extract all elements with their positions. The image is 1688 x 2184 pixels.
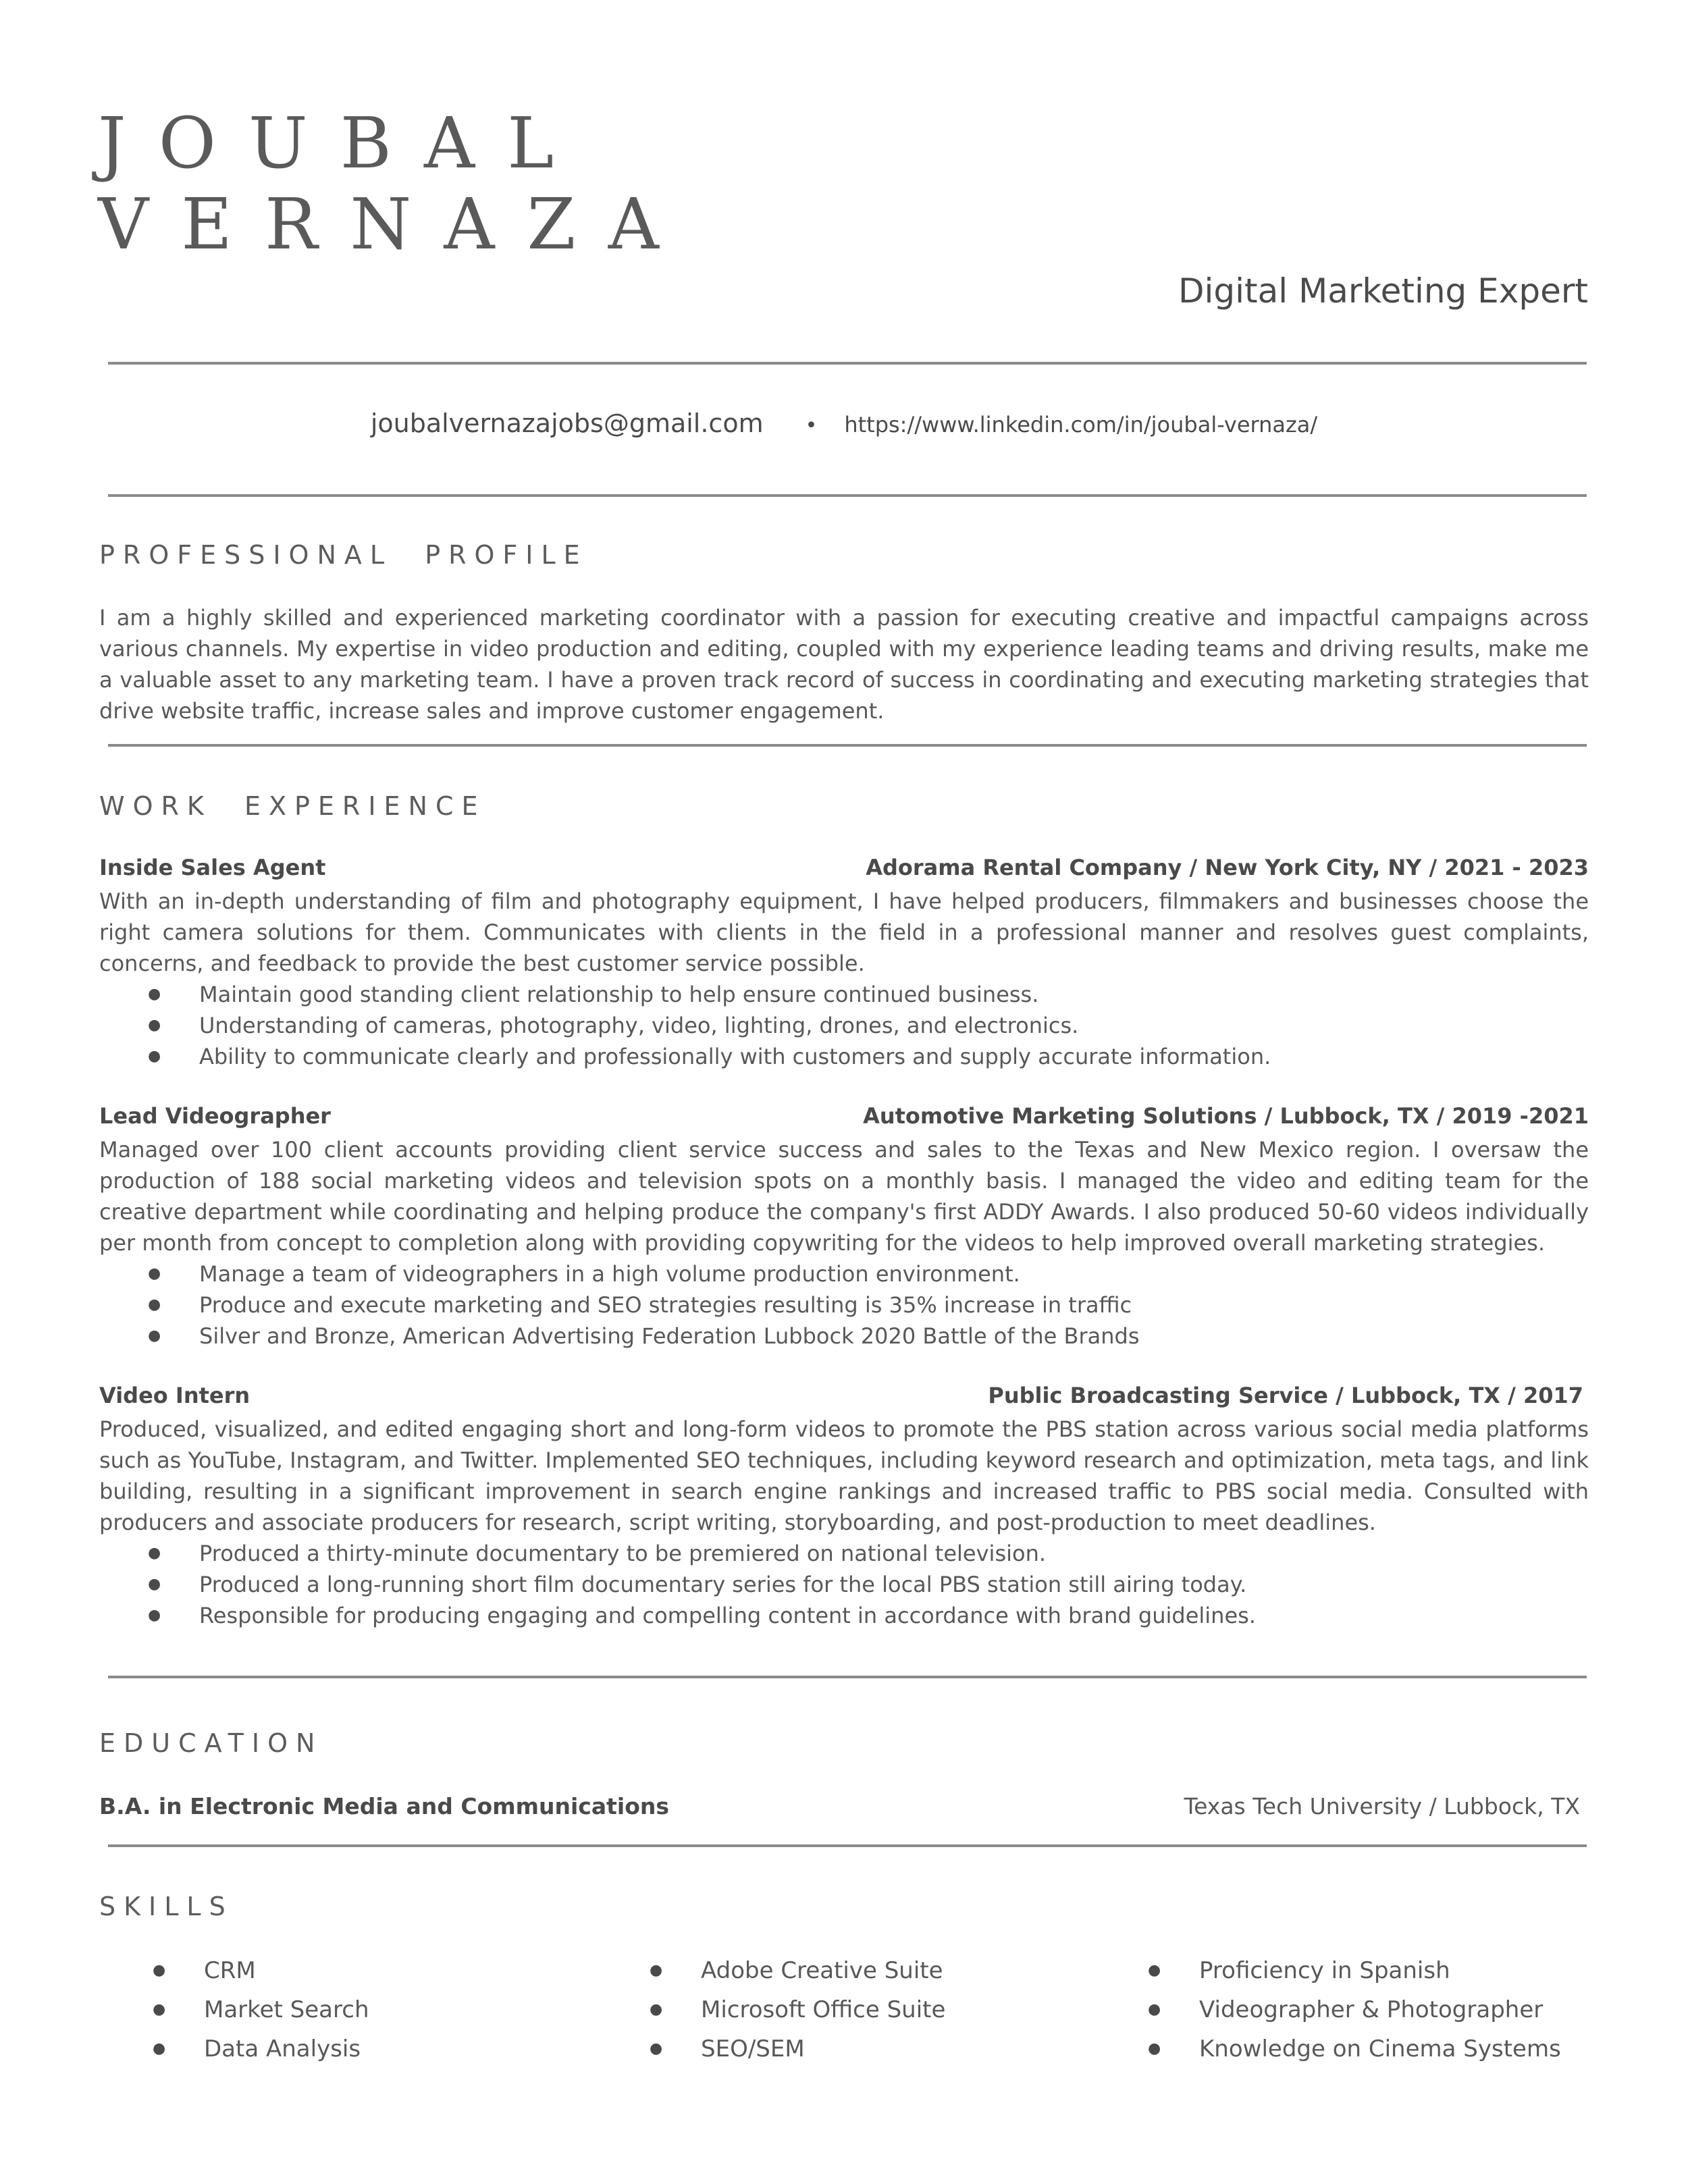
section-heading-education: EDUCATION xyxy=(99,1728,323,1758)
contact-line xyxy=(0,408,1688,438)
list-item: ● Understanding of cameras, photography, video, lighting, drones, and electronics. xyxy=(99,1010,1585,1041)
divider xyxy=(108,494,1587,497)
job-bullets xyxy=(99,979,1585,1072)
section-heading-experience: WORK EXPERIENCE xyxy=(99,791,486,821)
job-title: Inside Sales Agent xyxy=(99,855,326,880)
list-item: ● Maintain good standing client relationship to help ensure continued business. xyxy=(99,979,1585,1010)
job-company: Public Broadcasting Service / Lubbock, TX / 2017 xyxy=(988,1383,1583,1408)
divider xyxy=(108,362,1587,365)
divider xyxy=(108,1676,1587,1678)
skills-column xyxy=(1148,1951,1561,2069)
job-header xyxy=(99,855,1589,880)
skill-item: ● Videographer & Photographer xyxy=(1148,1990,1561,2029)
list-item: ● Produced a long-running short film documentary series for the local PBS station still airing today. xyxy=(99,1569,1585,1600)
profile-text: I am a highly skilled and experienced marketing coordinator with a passion for executing creative and impactful campaigns across various channels. My expertise in video production and editing, coupled with my experience leading teams and driving results, make me a valuable asset to any marketing team. I have a proven track record of success in coordinating and executing marketing strategies that drive website traffic, increase sales and improve customer engagement. xyxy=(99,605,1589,724)
job-title: Video Intern xyxy=(99,1383,250,1408)
job-bullets xyxy=(99,1538,1585,1631)
list-item: ● Produce and execute marketing and SEO strategies resulting is 35% increase in traffic xyxy=(99,1289,1585,1321)
skill-item: ● Knowledge on Cinema Systems xyxy=(1148,2029,1561,2069)
contact-separator: • xyxy=(805,414,818,437)
section-heading-skills: SKILLS xyxy=(99,1892,234,1921)
job-description: Produced, visualized, and edited engaging short and long-form videos to promote the PBS station across various social media platforms such as YouTube, Instagram, and Twitter. Implemented SEO techniques, including keyword research and optimization, meta tags, and link building, resulting in a significant improvement in search engine rankings and increased traffic to PBS social media. Consulted with producers and associate producers for research, script writing, storyboarding, and post-production to meet deadlines. xyxy=(99,1416,1589,1535)
skills-column xyxy=(153,1951,369,2069)
skill-item: ● SEO/SEM xyxy=(650,2029,945,2069)
skill-item: ● Market Search xyxy=(153,1990,369,2029)
job-description: Managed over 100 client accounts providing client service success and sales to the Texas and New Mexico region. I oversaw the production of 188 social marketing videos and television spots on a monthly basis. I managed the video and editing team for the creative department while coordinating and helping produce the company's first ADDY Awards. I also produced 50-60 videos individually per month from concept to completion along with providing copywriting for the videos to help improved overall marketing strategies. xyxy=(99,1137,1589,1256)
job-company: Adorama Rental Company / New York City, NY / 2021 - 2023 xyxy=(866,855,1589,880)
name-last: VERNAZA xyxy=(98,183,691,265)
list-item: ● Produced a thirty-minute documentary to be premiered on national television. xyxy=(99,1538,1585,1569)
skill-item: ● Adobe Creative Suite xyxy=(650,1951,945,1990)
section-heading-profile: PROFESSIONAL PROFILE xyxy=(99,540,588,570)
list-item: ● Responsible for producing engaging and compelling content in accordance with brand guidelines. xyxy=(99,1600,1585,1631)
linkedin-link[interactable]: https://www.linkedin.com/in/joubal-vernaza/ xyxy=(844,412,1318,437)
job-company: Automotive Marketing Solutions / Lubbock, TX / 2019 -2021 xyxy=(863,1103,1589,1129)
skill-item: ● Microsoft Office Suite xyxy=(650,1990,945,2029)
skill-item: ● CRM xyxy=(153,1951,369,1990)
list-item: ● Ability to communicate clearly and professionally with customers and supply accurate information. xyxy=(99,1041,1585,1072)
education-degree: B.A. in Electronic Media and Communications xyxy=(99,1793,669,1819)
skill-item: ● Proficiency in Spanish xyxy=(1148,1951,1561,1990)
job-title: Lead Videographer xyxy=(99,1103,331,1129)
education-school: Texas Tech University / Lubbock, TX xyxy=(1184,1793,1580,1819)
list-item: ● Manage a team of videographers in a high volume production environment. xyxy=(99,1258,1585,1289)
job-bullets xyxy=(99,1258,1585,1352)
divider xyxy=(108,744,1587,747)
job-header xyxy=(99,1103,1589,1129)
job-title: Digital Marketing Expert xyxy=(1178,271,1588,311)
job-header xyxy=(99,1383,1589,1408)
email-link[interactable]: joubalvernazajobs@gmail.com xyxy=(370,408,764,438)
divider xyxy=(108,1844,1587,1847)
list-item: ● Silver and Bronze, American Advertising Federation Lubbock 2020 Battle of the Brands xyxy=(99,1321,1585,1352)
skill-item: ● Data Analysis xyxy=(153,2029,369,2069)
job-description: With an in-depth understanding of film and photography equipment, I have helped producers, filmmakers and businesses choose the right camera solutions for them. Communicates with clients in the field in a professional manner and resolves guest complaints, concerns, and feedback to provide the best customer service possible. xyxy=(99,888,1589,976)
skills-column xyxy=(650,1951,945,2069)
name-first: JOUBAL xyxy=(98,102,587,184)
